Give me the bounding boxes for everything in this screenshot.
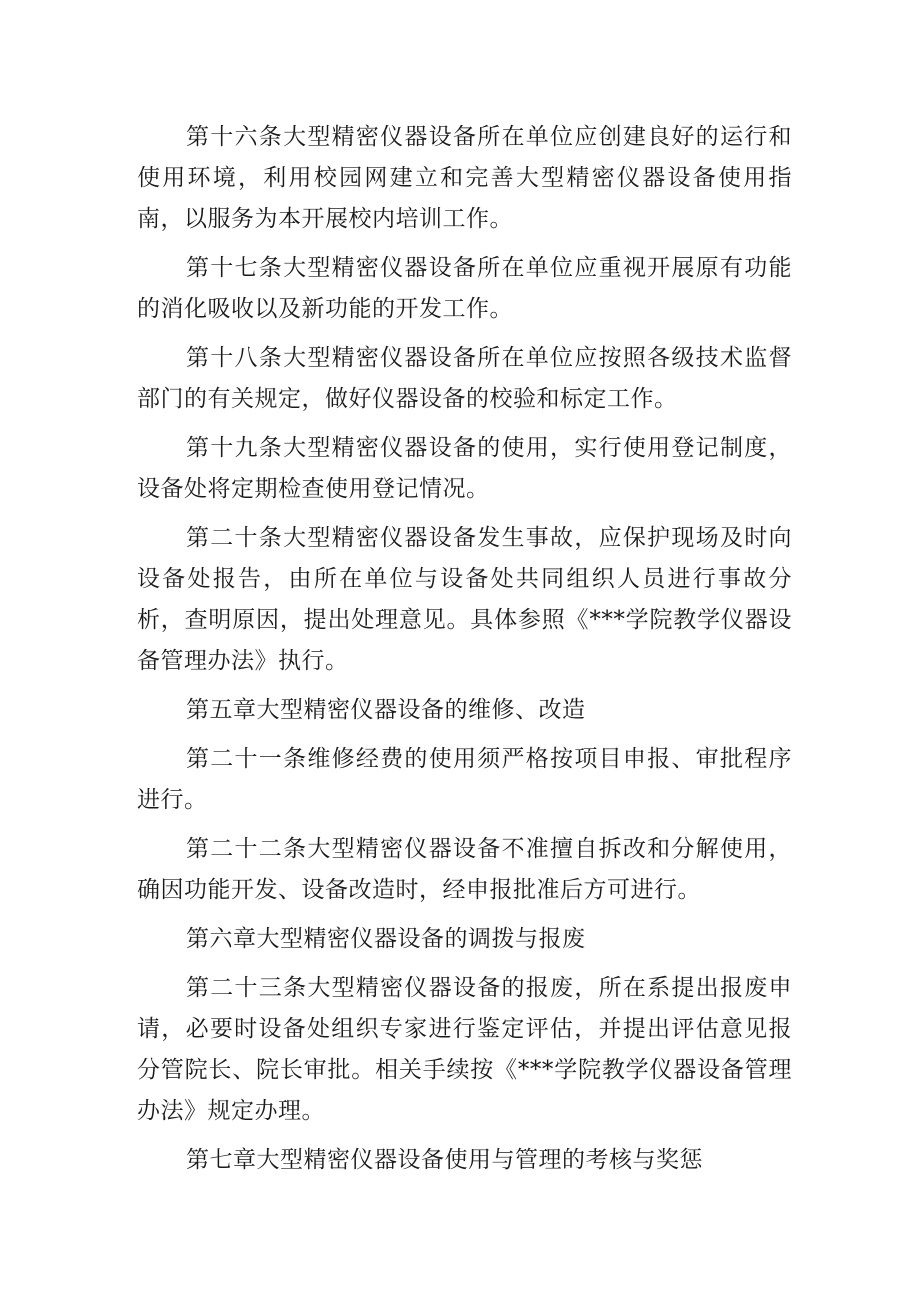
article-23-paragraph: 第二十三条大型精密仪器设备的报废，所在系提出报废申请，必要时设备处组织专家进行鉴定评估，并提出评估意见报分管院长、院长审批。相关手续按《***学院教学仪器设备管理办法》规定办理。 bbox=[137, 975, 792, 1124]
article-21-paragraph: 第二十一条维修经费的使用须严格按项目申报、审批程序进行。 bbox=[137, 746, 792, 813]
document-body bbox=[137, 117, 792, 1189]
article-17-paragraph: 第十七条大型精密仪器设备所在单位应重视开展原有功能的消化吸收以及新功能的开发工作。 bbox=[137, 255, 792, 322]
chapter-6-heading: 第六章大型精密仪器设备的调拨与报废 bbox=[186, 926, 586, 952]
article-22-paragraph: 第二十二条大型精密仪器设备不准擅自拆改和分解使用，确因功能开发、设备改造时，经申报批准后方可进行。 bbox=[137, 836, 792, 903]
article-19-paragraph: 第十九条大型精密仪器设备的使用，实行使用登记制度，设备处将定期检查使用登记情况。 bbox=[137, 435, 792, 502]
article-20-paragraph: 第二十条大型精密仪器设备发生事故，应保护现场及时向设备处报告，由所在单位与设备处共同组织人员进行事故分析，查明原因，提出处理意见。具体参照《***学院教学仪器设备管理办法》执行。 bbox=[137, 525, 792, 674]
chapter-5-heading: 第五章大型精密仪器设备的维修、改造 bbox=[186, 697, 586, 723]
article-18-paragraph: 第十八条大型精密仪器设备所在单位应按照各级技术监督部门的有关规定，做好仪器设备的校验和标定工作。 bbox=[137, 345, 792, 412]
article-16-paragraph: 第十六条大型精密仪器设备所在单位应创建良好的运行和使用环境，利用校园网建立和完善大型精密仪器设备使用指南，以服务为本开展校内培训工作。 bbox=[137, 124, 792, 232]
chapter-7-heading: 第七章大型精密仪器设备使用与管理的考核与奖惩 bbox=[186, 1147, 703, 1173]
